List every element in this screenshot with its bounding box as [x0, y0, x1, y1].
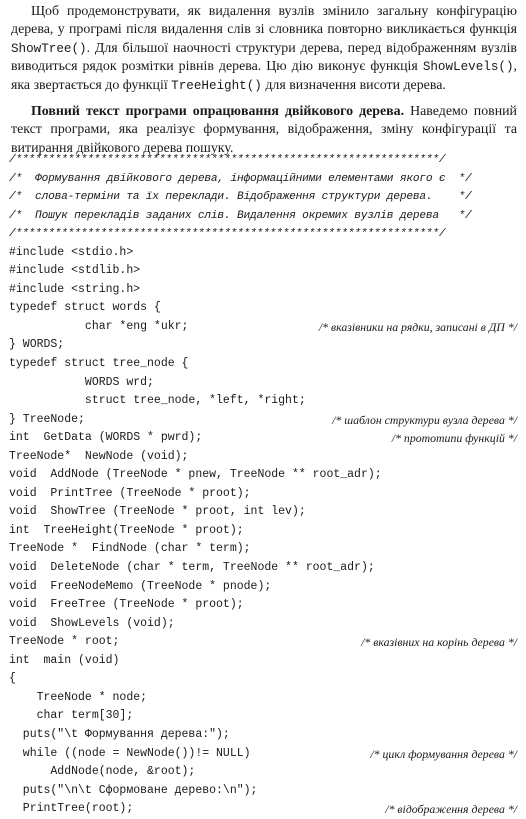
- code-listing: [9, 151, 521, 819]
- code-line: [9, 689, 521, 708]
- code-text: puts("\n\t Сформоване дерево:\n");: [9, 783, 258, 797]
- paragraph-text: . Для більшої наочності структури дерева, перед відображенням вузлів виводиться рядок розмітки рівнів дерева. Цю дію виконує функція: [11, 40, 517, 75]
- code-line: [9, 670, 521, 689]
- code-line: [9, 374, 521, 393]
- function-name: TreeHeight(): [171, 78, 262, 93]
- code-text: #include <string.h>: [9, 282, 141, 296]
- paragraph-text: , яка звертається до функції: [11, 59, 517, 93]
- code-comment: /* прототипи функцій */: [391, 431, 517, 446]
- code-text: void ShowTree (TreeNode * proot, int lev);: [9, 505, 306, 519]
- code-comment: /* вказівних на корінь дерева */: [361, 635, 517, 650]
- code-text: while ((node = NewNode())!= NULL): [9, 746, 251, 760]
- code-line: [9, 281, 521, 300]
- code-line: [9, 782, 521, 801]
- code-line: [9, 299, 521, 318]
- code-line: [9, 615, 521, 634]
- code-text: TreeNode * root;: [9, 635, 120, 649]
- code-line: [9, 559, 521, 578]
- code-banner-line: /*****************************************************************/: [9, 154, 446, 166]
- listing-intro-paragraph: [11, 103, 517, 158]
- code-line: [9, 596, 521, 615]
- code-text: int main (void): [9, 653, 120, 667]
- code-text: int GetData (WORDS * pwrd);: [9, 431, 203, 445]
- run-in-heading: Повний текст програми опрацювання двійкового дерева.: [31, 104, 405, 120]
- code-line: [9, 466, 521, 485]
- paragraph-text: для визначення висоти дерева.: [261, 77, 446, 93]
- function-name: ShowTree(): [11, 41, 87, 56]
- code-comment: /* відображення дерева */: [385, 802, 517, 817]
- code-line: [9, 244, 521, 263]
- code-text: WORDS wrd;: [9, 375, 154, 389]
- code-text: } WORDS;: [9, 338, 65, 352]
- code-text: AddNode(node, &root);: [9, 765, 196, 779]
- function-name: ShowLevels(): [422, 60, 514, 75]
- code-line: [9, 318, 521, 337]
- code-text: PrintTree(root);: [9, 802, 134, 816]
- code-line: [9, 503, 521, 522]
- code-line: [9, 411, 521, 430]
- paragraph-text: Щоб продемонструвати, як видалення вузлів змінило загальну конфігурацію дерева, у програмі після видалення слів зі словника повторно викликається функція: [11, 4, 517, 38]
- paragraph-text: Наведемо повний текст програми, яка реалізує формування, відображення, зміну конфігурації та витирання двійкового дерева пошуку.: [11, 104, 517, 156]
- code-comment: /* цикл формування дерева */: [370, 746, 517, 761]
- code-line: [9, 578, 521, 597]
- code-line: [9, 392, 521, 411]
- code-line: [9, 633, 521, 652]
- code-text: } TreeNode;: [9, 412, 85, 426]
- code-line: [9, 262, 521, 281]
- code-text: void PrintTree (TreeNode * proot);: [9, 486, 251, 500]
- code-text: typedef struct words {: [9, 301, 161, 315]
- code-line: [9, 336, 521, 355]
- code-comment: /* вказівники на рядки, записані в ДП */: [318, 319, 517, 334]
- code-line: [9, 800, 521, 819]
- code-text: void ShowLevels (void);: [9, 616, 175, 630]
- code-banner-line: /* слова-терміни та їх переклади. Відображення структури дерева. */: [9, 191, 472, 204]
- code-text: #include <stdio.h>: [9, 245, 134, 259]
- code-line: [9, 429, 521, 448]
- code-line: [9, 448, 521, 467]
- code-line: [9, 540, 521, 559]
- intro-paragraph: [11, 3, 517, 95]
- code-text: void DeleteNode (char * term, TreeNode ** root_adr);: [9, 561, 375, 575]
- code-line: [9, 355, 521, 374]
- code-text: void FreeTree (TreeNode * proot);: [9, 598, 244, 612]
- code-text: typedef struct tree_node {: [9, 357, 189, 371]
- code-banner-line: /* Пошук перекладів заданих слів. Видалення окремих вузлів дерева */: [9, 209, 472, 222]
- code-line: [9, 707, 521, 726]
- code-line: [9, 726, 521, 745]
- code-line: [9, 522, 521, 541]
- code-comment: /* шаблон структури вузла дерева */: [332, 412, 517, 427]
- code-text: void FreeNodeMemo (TreeNode * pnode);: [9, 579, 272, 593]
- code-text: #include <stdlib.h>: [9, 264, 141, 278]
- code-banner-line: /*****************************************************************/: [9, 228, 446, 241]
- code-text: TreeNode * node;: [9, 690, 148, 704]
- code-line: [9, 763, 521, 782]
- prose-section: [11, 3, 517, 158]
- code-banner-line: /* Формування двійкового дерева, інформаційними елементами якого є */: [9, 172, 472, 185]
- code-text: struct tree_node, *left, *right;: [9, 394, 306, 408]
- code-text: {: [9, 672, 16, 686]
- code-text: puts("\t Формування дерева:");: [9, 727, 230, 741]
- code-text: int TreeHeight(TreeNode * proot);: [9, 523, 244, 537]
- code-text: char term[30];: [9, 709, 134, 723]
- code-text: char *eng *ukr;: [9, 319, 189, 333]
- code-line: [9, 652, 521, 671]
- code-text: TreeNode * FindNode (char * term);: [9, 542, 251, 556]
- code-line: [9, 485, 521, 504]
- code-text: TreeNode* NewNode (void);: [9, 449, 189, 463]
- code-text: void AddNode (TreeNode * pnew, TreeNode ** root_adr);: [9, 468, 382, 482]
